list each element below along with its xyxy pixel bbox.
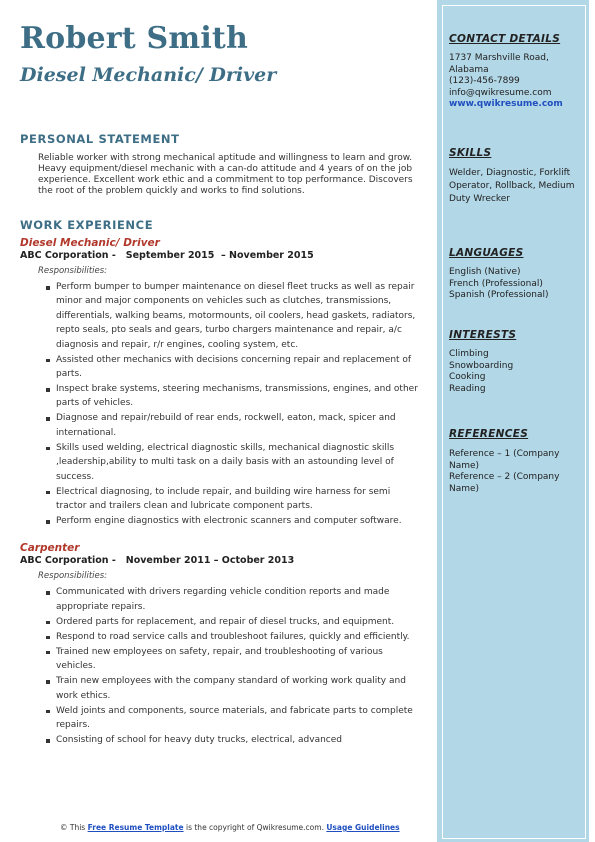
job-entry xyxy=(20,237,422,528)
contact-address-line1: 1737 Marshville Road, xyxy=(449,53,549,63)
usage-link[interactable]: Usage xyxy=(326,823,356,832)
references-heading: REFERENCES xyxy=(449,428,529,440)
main-column xyxy=(20,20,422,748)
candidate-title: Diesel Mechanic/ Driver xyxy=(20,64,277,86)
reference-item: Reference – 2 (Company Name) xyxy=(449,472,560,494)
list-item: Inspect brake systems, steering mechanisms, transmissions, engines, and other parts of vehicles. xyxy=(56,382,422,411)
responsibilities-label: Responsibilities: xyxy=(38,266,108,276)
sidebar xyxy=(437,0,589,842)
contact-phone: (123)-456-7899 xyxy=(449,76,520,87)
languages-heading: LANGUAGES xyxy=(449,247,524,259)
contact-address-line2: Alabama xyxy=(449,64,489,75)
footer xyxy=(60,823,400,832)
skills-heading: SKILLS xyxy=(449,147,492,159)
language-item: English (Native) xyxy=(449,267,521,277)
job-company: ABC Corporation - September 2015 – November 2015 xyxy=(20,250,314,261)
responsibilities-label: Responsibilities: xyxy=(38,571,108,582)
skills-text: Welder, Diagnostic, Forklift Operator, Rollback, Medium Duty Wrecker xyxy=(449,168,575,205)
list-item: Respond to road service calls and troubleshoot failures, quickly and efficiently. xyxy=(56,630,422,644)
list-item: Perform engine diagnostics with electronic scanners and computer software. xyxy=(56,514,422,528)
references-list xyxy=(449,449,584,495)
job-title: Diesel Mechanic/ Driver xyxy=(20,237,160,249)
contact-heading: CONTACT DETAILS xyxy=(449,33,561,45)
list-item: Train new employees with the company standard of working work quality and work ethics. xyxy=(56,674,422,703)
personal-statement-text: Reliable worker with strong mechanical aptitude and willingness to learn and grow. Heavy equipment/diesel mechanic with a can-do attitude and 4 years of on the job experience. Excellent work ethic and a commitment to top performance. Discovers the root of the problem quickly and works to find solutions. xyxy=(38,153,413,196)
candidate-name: Robert Smith xyxy=(20,21,248,56)
list-item: Assisted other mechanics with decisions concerning repair and replacement of parts. xyxy=(56,353,422,382)
interest-item: Climbing xyxy=(449,349,489,359)
contact-details xyxy=(449,53,584,111)
language-item: Spanish (Professional) xyxy=(449,290,549,301)
interest-item: Reading xyxy=(449,383,486,394)
job-entry xyxy=(20,542,422,747)
guidelines-link[interactable]: Guidelines xyxy=(355,823,400,832)
job-company: ABC Corporation - November 2011 – October 2013 xyxy=(20,555,295,567)
work-experience-heading: WORK EXPERIENCE xyxy=(20,218,154,232)
list-item: Perform bumper to bumper maintenance on diesel fleet trucks as well as repair minor and major components on vehicles such as clutches, transmissions, differentials, walking beams, motormounts, oil coolers, head gaskets, radiators, repto seals, pto seals and gears, turbo chargers maintenance and repair, a/c diagnosis and repair, r/r engines, cooling system, etc. xyxy=(56,280,422,352)
languages-list xyxy=(449,267,584,302)
list-item: Ordered parts for replacement, and repair of diesel trucks, and equipment. xyxy=(56,615,422,629)
footer-prefix: © This xyxy=(60,823,88,832)
contact-website-link[interactable]: www.qwikresume.com xyxy=(449,99,563,110)
interests-list xyxy=(449,349,584,395)
footer-copyright-text: is the copyright of Qwikresume.com. xyxy=(183,823,327,832)
language-item: French (Professional) xyxy=(449,278,543,289)
list-item: Diagnose and repair/rebuild of rear ends, rockwell, eaton, mack, spicer and international. xyxy=(56,411,422,440)
sidebar-frame xyxy=(442,5,586,839)
reference-item: Reference – 1 (Company Name) xyxy=(449,449,560,471)
list-item: Trained new employees on safety, repair, and troubleshooting of various vehicles. xyxy=(56,645,422,674)
list-item: Consisting of school for heavy duty trucks, electrical, advanced xyxy=(56,733,422,747)
interests-heading: INTERESTS xyxy=(449,329,517,341)
interest-item: Cooking xyxy=(449,372,486,383)
list-item: Communicated with drivers regarding vehicle condition reports and made appropriate repairs. xyxy=(56,585,422,614)
list-item: Weld joints and components, source materials, and fabricate parts to complete repairs. xyxy=(56,704,422,733)
contact-email[interactable]: info@qwikresume.com xyxy=(449,87,552,98)
responsibilities-list xyxy=(20,585,422,747)
list-item: Electrical diagnosing, to include repair, and building wire harness for semi tractor and trailers clean and lubricate component parts. xyxy=(56,485,422,514)
list-item: Skills used welding, electrical diagnostic skills, mechanical diagnostic skills ,leadership,ability to multi task on a daily basis with an astounding level of success. xyxy=(56,441,422,484)
job-title: Carpenter xyxy=(20,542,80,555)
responsibilities-list xyxy=(20,280,422,528)
free-resume-template-link[interactable]: Free Resume Template xyxy=(87,823,184,832)
personal-statement-heading: PERSONAL STATEMENT xyxy=(20,132,180,146)
interest-item: Snowboarding xyxy=(449,360,514,371)
